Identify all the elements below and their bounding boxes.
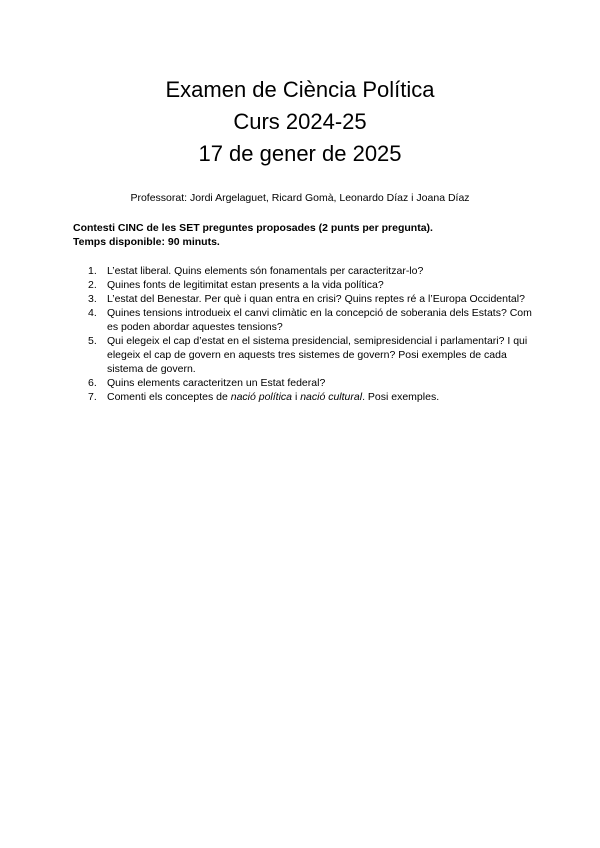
question-text: L’estat liberal. Quins elements són fonamentals per caracteritzar-lo? xyxy=(107,265,424,277)
instructions xyxy=(73,221,533,249)
question-number: 6. xyxy=(88,377,97,389)
question-item xyxy=(73,334,533,376)
question-text-connector: i xyxy=(292,391,301,403)
question-item xyxy=(73,278,533,292)
question-text: Quines tensions introdueix el canvi climàtic en la concepció de soberania dels Estats? Com es poden abordar aquestes tensions? xyxy=(107,307,532,333)
question-list xyxy=(73,264,533,404)
faculty-line: Professorat: Jordi Argelaguet, Ricard Gomà, Leonardo Díaz i Joana Díaz xyxy=(130,192,470,204)
question-item xyxy=(73,264,533,278)
course-year: Curs 2024-25 xyxy=(233,109,367,134)
question-item xyxy=(73,376,533,390)
question-number: 3. xyxy=(88,293,97,305)
question-text: Quines fonts de legitimitat estan presents a la vida política? xyxy=(107,279,384,291)
question-item xyxy=(73,292,533,306)
question-term-cultural-nation: nació cultural xyxy=(300,391,363,403)
exam-date: 17 de gener de 2025 xyxy=(198,141,402,166)
question-text: Qui elegeix el cap d’estat en el sistema presidencial, semipresidencial i parlamentari? I qui elegeix el cap de govern en aquests tres sistemes de govern? Posi exemples de cada sistema de govern. xyxy=(107,335,528,375)
question-text: Quins elements caracteritzen un Estat federal? xyxy=(107,377,326,389)
instructions-answer-count: Contesti CINC de les SET preguntes proposades (2 punts per pregunta). xyxy=(73,222,433,234)
question-number: 4. xyxy=(88,307,97,319)
question-number: 5. xyxy=(88,335,97,347)
title-block xyxy=(0,74,600,170)
question-item xyxy=(73,390,533,404)
question-number: 1. xyxy=(88,265,97,277)
exam-title: Examen de Ciència Política xyxy=(165,77,435,102)
question-text-outro: . Posi exemples. xyxy=(362,391,440,403)
question-term-political-nation: nació política xyxy=(230,391,293,403)
question-item xyxy=(73,306,533,334)
instructions-time-available: Temps disponible: 90 minuts. xyxy=(73,236,220,248)
question-number: 7. xyxy=(88,391,97,403)
question-text-intro: Comenti els conceptes de xyxy=(107,391,231,403)
question-text: L’estat del Benestar. Per què i quan entra en crisi? Quins reptes ré a l’Europa Occidental? xyxy=(107,293,525,305)
question-number: 2. xyxy=(88,279,97,291)
